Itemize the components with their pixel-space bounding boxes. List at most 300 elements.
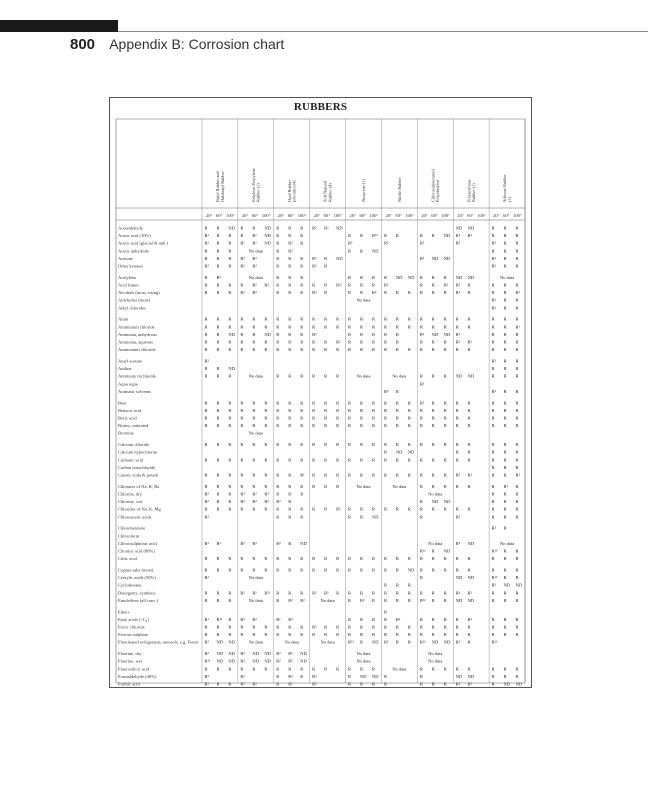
rating-cell: R	[455, 316, 459, 322]
rating-cell: R	[276, 240, 280, 246]
rating-cell: R	[467, 282, 471, 288]
rating-cell: R	[491, 407, 495, 413]
rating-cell: No data	[356, 658, 371, 664]
rating-cell: R²	[204, 639, 209, 645]
substance-name: Copper salts (most)	[118, 567, 154, 573]
substance-name: Cyclohexane	[118, 582, 142, 588]
rating-cell: R	[240, 423, 244, 429]
rating-cell: R	[312, 472, 316, 478]
rating-cell: R	[371, 274, 375, 280]
rating-cell: R	[419, 624, 423, 630]
substance-name: Alcohols (most, rising)	[118, 290, 160, 296]
rating-cell: R	[515, 358, 519, 364]
substance-name: Acetic acid (10%)	[118, 233, 151, 239]
rating-cell: R	[503, 616, 507, 622]
rating-cell: R	[204, 274, 208, 280]
rating-cell: R²	[395, 616, 401, 622]
rating-cell: R	[515, 483, 519, 489]
rating-cell: R	[431, 316, 435, 322]
rating-cell: R	[360, 506, 364, 512]
substance-name: Acid fumes	[118, 282, 139, 288]
rating-cell: R	[228, 457, 232, 463]
rating-cell: ND	[300, 540, 307, 546]
rating-cell: R	[467, 567, 471, 573]
rating-cell: R	[503, 673, 507, 679]
rating-cell: R²	[276, 499, 281, 505]
rating-cell: R	[371, 331, 375, 337]
rating-cell: R	[515, 263, 519, 269]
rating-cell: R²	[491, 240, 496, 246]
rating-cell: R¹	[300, 472, 305, 478]
rating-cell: R	[431, 681, 435, 687]
rating-cell: R	[503, 449, 507, 455]
rating-cell: R	[491, 632, 495, 638]
rating-cell: R	[360, 681, 364, 687]
rating-cell: R	[407, 639, 411, 645]
rating-cell: ND	[300, 658, 307, 664]
rating-cell: R	[348, 316, 352, 322]
rating-cell: R	[228, 483, 232, 489]
rating-cell: R²	[204, 514, 209, 520]
rating-cell: R	[360, 590, 364, 596]
rating-cell: R	[455, 423, 459, 429]
rating-cell: R	[467, 324, 471, 330]
rating-cell: R	[467, 423, 471, 429]
rating-cell: R	[515, 666, 519, 672]
rating-cell: R	[515, 548, 519, 554]
rating-cell: R	[348, 457, 352, 463]
rating-cell: R	[228, 442, 232, 448]
rating-cell: R	[228, 373, 232, 379]
rating-cell: R	[300, 407, 304, 413]
rating-cell: R	[216, 347, 220, 353]
rating-cell: R	[360, 616, 364, 622]
rating-cell: R	[515, 575, 519, 581]
rating-cell: R	[419, 324, 423, 330]
rating-cell: R	[348, 514, 352, 520]
rating-cell: R	[443, 407, 447, 413]
rating-cell: R	[336, 423, 340, 429]
rating-cell: R	[419, 423, 423, 429]
rating-cell: R	[264, 347, 268, 353]
rating-cell: R	[515, 506, 519, 512]
rating-cell: R	[216, 483, 220, 489]
rating-cell: R	[360, 556, 364, 562]
rating-cell: R	[515, 499, 519, 505]
rating-cell: R	[491, 347, 495, 353]
substance-name: Benzoic acid	[118, 407, 142, 413]
rating-cell: R	[312, 506, 316, 512]
rating-cell: R²	[324, 590, 329, 596]
rating-cell: R	[515, 590, 519, 596]
temperature-label: 100°	[405, 213, 415, 218]
temperature-label: 100°	[333, 213, 343, 218]
substance-name: Calcium chloride	[118, 442, 150, 448]
rating-cell: R	[312, 567, 316, 573]
rating-cell: R	[383, 274, 387, 280]
rating-cell: R	[503, 339, 507, 345]
rating-cell: R	[252, 415, 256, 421]
rating-cell: ND	[336, 225, 343, 231]
rating-cell: R	[371, 616, 375, 622]
rating-cell: R	[312, 556, 316, 562]
rating-cell: R	[515, 415, 519, 421]
rating-cell: ND	[336, 255, 343, 261]
rating-cell: R	[264, 666, 268, 672]
rating-cell: R¹²	[204, 658, 211, 664]
temperature-label: 20°	[349, 213, 356, 218]
rating-cell: ND	[252, 651, 259, 657]
column-header: Polyurethane	[466, 179, 472, 202]
rating-cell: R	[216, 290, 220, 296]
rating-cell: R²	[312, 681, 317, 687]
rating-cell: R	[264, 567, 268, 573]
rating-cell: R	[419, 567, 423, 573]
column-header: (ebonite) (4)	[291, 180, 297, 202]
rating-cell: R	[443, 347, 447, 353]
rating-cell: R	[324, 290, 328, 296]
rating-cell: R	[431, 233, 435, 239]
rating-cell: R	[395, 388, 399, 394]
rating-cell: R	[503, 423, 507, 429]
rating-cell: R	[300, 632, 304, 638]
rating-cell: R	[300, 400, 304, 406]
rating-cell: R	[443, 590, 447, 596]
rating-cell: R	[503, 263, 507, 269]
rating-cell: R²	[288, 616, 293, 622]
rating-cell: R	[324, 472, 328, 478]
rating-cell: R	[204, 597, 208, 603]
rating-cell: ND	[407, 449, 415, 455]
rating-cell: ND	[431, 639, 439, 645]
rating-cell: R	[240, 407, 244, 413]
rating-cell: R	[419, 666, 423, 672]
rating-cell: R²	[491, 388, 496, 394]
rating-cell: R	[383, 400, 387, 406]
rating-cell: R²	[264, 282, 269, 288]
rating-cell: R	[383, 567, 387, 573]
rating-cell: ND	[264, 331, 271, 337]
rating-cell: R¹	[204, 616, 209, 622]
rating-cell: R	[360, 442, 364, 448]
rating-cell: No data	[284, 639, 299, 645]
rating-cell: R	[276, 624, 280, 630]
rating-cell: R	[419, 616, 423, 622]
rating-cell: R	[240, 442, 244, 448]
rating-cell: R	[383, 331, 387, 337]
rating-cell: R	[395, 400, 399, 406]
rating-cell: R	[431, 373, 435, 379]
rating-cell: R	[443, 316, 447, 322]
rating-cell: ND	[360, 673, 367, 679]
corrosion-table	[110, 98, 531, 687]
rating-cell: ND	[467, 274, 475, 280]
rating-cell: R	[491, 442, 495, 448]
rating-cell: R²	[252, 290, 257, 296]
temperature-label: 100°	[261, 213, 271, 218]
substance-name: Aqua regia	[118, 381, 138, 387]
rating-cell: ND	[300, 651, 307, 657]
rating-cell: R	[228, 233, 232, 239]
rating-cell: R	[419, 514, 423, 520]
rating-cell: R	[324, 255, 328, 261]
rating-cell: R	[371, 347, 375, 353]
rating-cell: R	[371, 457, 375, 463]
rating-cell: R	[264, 506, 268, 512]
rating-cell: R	[467, 632, 471, 638]
substance-name: Ethers	[118, 609, 130, 615]
rating-cell: R	[371, 423, 375, 429]
rating-cell: R	[407, 472, 411, 478]
rating-cell: R	[204, 331, 208, 337]
rating-cell: ND	[443, 331, 451, 337]
rating-cell: R	[276, 457, 280, 463]
rating-cell: R	[300, 590, 304, 596]
rating-cell: R	[419, 632, 423, 638]
rating-cell: ND	[371, 514, 379, 520]
rating-cell: R	[240, 567, 244, 573]
rating-cell: R	[288, 274, 292, 280]
rating-cell: R	[503, 297, 507, 303]
rating-cell: R	[383, 449, 387, 455]
rating-cell: R	[491, 624, 495, 630]
rating-cell: R	[300, 255, 304, 261]
rating-cell: R	[491, 457, 495, 463]
rating-cell: R	[431, 590, 435, 596]
rating-cell: R	[503, 331, 507, 337]
rating-cell: R	[276, 347, 280, 353]
rating-cell: R	[383, 442, 387, 448]
rating-cell: R	[240, 331, 244, 337]
rating-cell: R	[252, 506, 256, 512]
rating-cell: R	[324, 415, 328, 421]
rating-cell: R¹²	[491, 548, 498, 554]
rating-cell: R	[455, 666, 459, 672]
rating-cell: R	[383, 609, 387, 615]
substance-name: Chlorosulphonic acid	[118, 540, 157, 546]
rating-cell: R	[503, 366, 507, 372]
rating-cell: R	[288, 472, 292, 478]
rating-cell: R	[276, 673, 280, 679]
rating-cell: R	[336, 567, 340, 573]
column-header: Rubber (1)	[255, 183, 261, 202]
rating-cell: R	[324, 624, 328, 630]
rating-cell: R	[515, 400, 519, 406]
rating-cell: R	[515, 282, 519, 288]
rating-cell: R	[300, 225, 304, 231]
rating-cell: R	[204, 248, 208, 254]
rating-cell: R	[371, 407, 375, 413]
rating-cell: R	[419, 339, 423, 345]
rating-cell: R	[383, 681, 387, 687]
rating-cell: R²	[276, 540, 281, 546]
rating-cell: R	[288, 556, 292, 562]
rating-cell: R²	[252, 491, 257, 497]
rating-cell: R	[395, 506, 399, 512]
rating-cell: R	[276, 442, 280, 448]
rating-cell: R¹	[252, 590, 257, 596]
rating-cell: ND	[431, 331, 439, 337]
rating-cell: R	[216, 556, 220, 562]
rating-cell: ND	[467, 540, 475, 546]
rating-cell: R	[395, 331, 399, 337]
rating-cell: R	[288, 540, 292, 546]
rating-cell: R	[348, 331, 352, 337]
rating-cell: No data	[499, 540, 515, 546]
rating-cell: R	[252, 556, 256, 562]
rating-cell: R	[360, 514, 364, 520]
substance-name: Ammonia, anhydrous	[118, 331, 157, 337]
rating-cell: R	[288, 415, 292, 421]
rating-cell: R	[264, 624, 268, 630]
rating-cell: R	[240, 666, 244, 672]
rating-cell: R²	[515, 472, 520, 478]
rating-cell: R	[395, 324, 399, 330]
rating-cell: R	[312, 483, 316, 489]
rating-cell: R	[312, 632, 316, 638]
rating-cell: R	[455, 483, 459, 489]
rating-cell: R	[503, 514, 507, 520]
rating-cell: R²	[455, 540, 461, 546]
temperature-label: 60°	[395, 213, 402, 218]
rating-cell: R	[288, 282, 292, 288]
rating-cell: R	[216, 263, 220, 269]
rating-cell: R	[348, 423, 352, 429]
rating-cell: R	[491, 597, 495, 603]
rating-cell: R	[252, 624, 256, 630]
rating-cell: R	[383, 407, 387, 413]
rating-cell: R	[300, 666, 304, 672]
rating-cell: R²	[336, 506, 341, 512]
rating-cell: ND	[467, 225, 475, 231]
rating-cell: R	[431, 423, 435, 429]
rating-cell: R	[216, 457, 220, 463]
rating-cell: R	[443, 681, 447, 687]
rating-cell: ND	[264, 225, 271, 231]
rating-cell: ND	[455, 373, 463, 379]
rating-cell: R	[288, 666, 292, 672]
rating-cell: R	[348, 472, 352, 478]
rating-cell: R	[348, 233, 352, 239]
rating-cell: R	[276, 666, 280, 672]
rating-cell: R	[383, 506, 387, 512]
rating-cell: R	[371, 282, 375, 288]
rating-cell: R²	[240, 290, 245, 296]
rating-cell: R	[288, 339, 292, 345]
rating-cell: R²	[419, 331, 425, 337]
rating-cell: R	[383, 324, 387, 330]
rating-cell: R	[491, 225, 495, 231]
rating-cell: R	[216, 590, 220, 596]
rating-cell: R	[204, 339, 208, 345]
rating-cell: R²	[252, 540, 257, 546]
substance-name: Alum	[118, 316, 129, 322]
substance-name: Acetic anhydride	[118, 248, 149, 254]
column-header: Halobutyl Rubber	[219, 171, 225, 202]
rating-cell: R	[515, 624, 519, 630]
rating-cell: R	[228, 282, 232, 288]
rating-cell: R	[216, 339, 220, 345]
rating-cell: R	[503, 240, 507, 246]
rating-cell: R	[360, 233, 364, 239]
rating-cell: R	[204, 472, 208, 478]
rating-cell: R	[276, 514, 280, 520]
rating-cell: ND	[371, 248, 379, 254]
rating-cell: R²	[276, 658, 281, 664]
rating-cell: R	[252, 331, 256, 337]
rating-cell: R	[383, 415, 387, 421]
rating-cell: ND	[228, 225, 235, 231]
rating-cell: R	[348, 632, 352, 638]
rating-cell: R	[336, 407, 340, 413]
rating-cell: R	[276, 282, 280, 288]
rating-cell: R	[228, 316, 232, 322]
rating-cell: R	[216, 666, 220, 672]
rating-cell: R	[288, 423, 292, 429]
rating-cell: R	[216, 316, 220, 322]
rating-cell: R	[276, 506, 280, 512]
rating-cell: R	[204, 624, 208, 630]
rating-cell: R	[300, 423, 304, 429]
column-header: Polyethylene	[435, 179, 441, 202]
rating-cell: R	[228, 624, 232, 630]
substance-name: Brines, saturated	[118, 423, 149, 429]
rating-cell: R	[419, 415, 423, 421]
rating-cell: R¹	[515, 324, 520, 330]
rating-cell: R	[360, 331, 364, 337]
rating-cell: R	[228, 556, 232, 562]
substance-name: Ferrous sulphate	[118, 632, 148, 638]
rating-cell: No data	[499, 274, 515, 280]
rating-cell: ND	[228, 658, 235, 664]
rating-cell: R	[300, 263, 304, 269]
rating-cell: R	[216, 506, 220, 512]
rating-cell: R	[491, 415, 495, 421]
temperature-label: 100°	[513, 213, 522, 218]
rating-cell: R	[228, 616, 232, 622]
rating-cell: R	[348, 590, 352, 596]
temperature-label: 20°	[457, 213, 464, 218]
rating-cell: R	[503, 388, 507, 394]
rating-cell: R	[360, 567, 364, 573]
rating-cell: R²	[240, 616, 245, 622]
temperature-label: 60°	[467, 213, 474, 218]
temperature-label: 60°	[287, 213, 295, 218]
rating-cell: R	[288, 347, 292, 353]
rating-cell: R²	[515, 290, 520, 296]
rating-cell: R	[443, 400, 447, 406]
rating-cell: R	[240, 339, 244, 345]
rating-cell: R	[515, 331, 519, 337]
column-header: Rubber (4)	[327, 183, 333, 202]
rating-cell: R	[419, 575, 423, 581]
rating-cell: R	[300, 339, 304, 345]
rating-cell: R	[324, 324, 328, 330]
rating-cell: ND	[264, 658, 271, 664]
rating-cell: No data	[356, 297, 371, 303]
rating-cell: R	[336, 347, 340, 353]
rating-cell: R	[491, 514, 495, 520]
rating-cell: R	[395, 457, 399, 463]
rating-cell: R	[264, 407, 268, 413]
rating-cell: No data	[320, 597, 335, 603]
temperature-label: 100°	[477, 213, 486, 218]
rating-cell: R	[443, 556, 447, 562]
rating-cell: R³	[348, 240, 353, 246]
rating-cell: R	[419, 590, 423, 596]
rating-cell: R	[288, 590, 292, 596]
rating-cell: R	[395, 415, 399, 421]
